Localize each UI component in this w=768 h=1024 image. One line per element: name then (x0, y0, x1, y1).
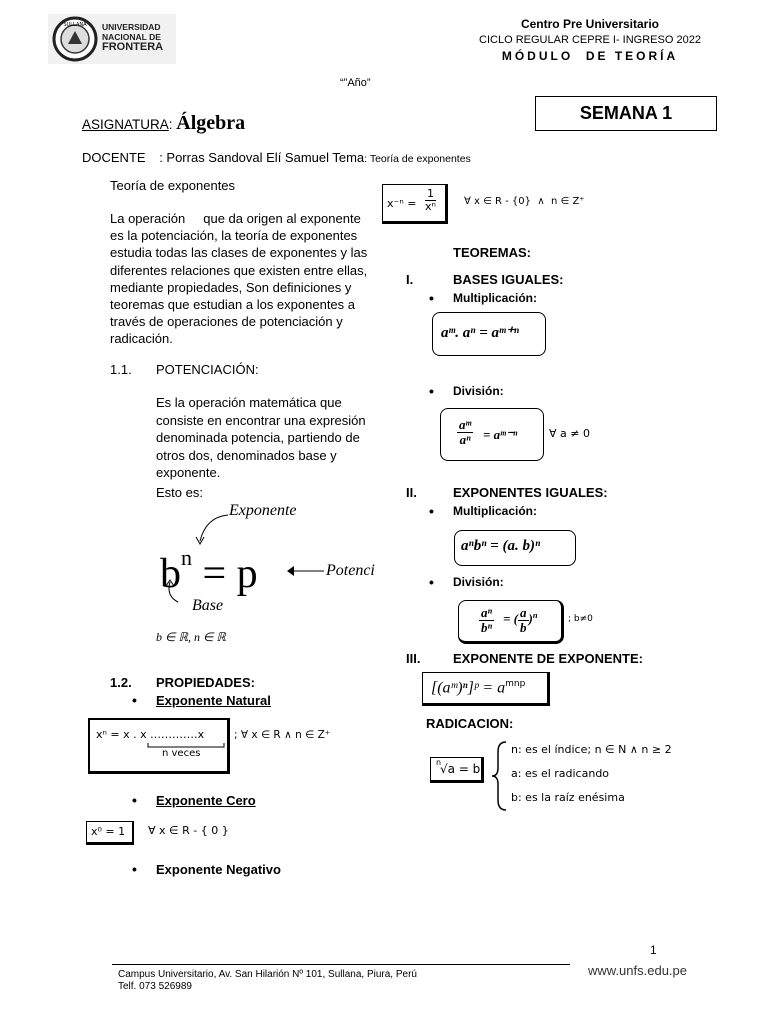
university-seal-icon (52, 16, 98, 62)
logo-line-1: UNIVERSIDAD (102, 22, 161, 32)
logo-line-2: NACIONAL DE (102, 32, 161, 42)
sec1-number: I. (406, 272, 414, 287)
docente-value: : Porras Sandoval Elí Samuel Tema (159, 150, 365, 165)
propiedades-number: 1.2. (110, 675, 132, 690)
exp-natural-formula-box (88, 718, 230, 774)
potenciacion-paragraph: Es la operación matemática que consiste en encontrar una expresión denominada potencia, partiendo de otros dos, denominados base y exponente. (156, 395, 366, 481)
week-box (535, 96, 717, 131)
bases-div-condition: ∀ a ≠ 0 (549, 427, 590, 440)
formula-result: = p (202, 551, 258, 597)
footer-website[interactable]: www.unfs.edu.pe (588, 963, 688, 978)
teoremas-title: TEOREMAS: (453, 245, 531, 260)
base-label: Base (192, 597, 224, 614)
neg-condition: ∀ x ∈ R - {0} ∧ n ∈ Z⁺ (464, 196, 585, 207)
esto-es: Esto es: (156, 485, 203, 500)
neg-formula-fraction (425, 188, 436, 212)
radicacion-title: RADICACION: (426, 716, 514, 731)
potenciacion-title: POTENCIACIÓN: (156, 362, 259, 377)
rad-item-3: b: es la raíz enésima (511, 791, 625, 804)
footer-address: Campus Universitario, Av. San Hilarión Nº 101, Sullana, Piura, Perú (118, 969, 417, 980)
exp-cero-formula: x⁰ = 1 (86, 821, 134, 845)
year-title: “”Año” (340, 77, 371, 89)
potencia-arrow-icon (284, 564, 326, 578)
exp-div-num: aⁿ (481, 605, 493, 620)
veces-label: n veces (162, 748, 201, 759)
page-number: 1 (650, 943, 657, 957)
exp-exp-formula: [(aᵐ)ⁿ]ᵖ = $a^{mnp}$ (431, 679, 526, 697)
radical-formula: √a = b (440, 762, 481, 776)
propiedades-title: PROPIEDADES: (156, 675, 255, 690)
neg-formula-lhs: x⁻ⁿ = (387, 197, 417, 210)
potenciacion-number: 1.1. (110, 362, 132, 377)
center-name: Centro Pre Universitario (520, 17, 660, 31)
radical-box (430, 757, 484, 783)
exp-mult-formula: aⁿbⁿ = (a. b)ⁿ (461, 538, 541, 554)
rad-item-1: n: es el índice; n ∈ N ∧ n ≥ 2 (511, 743, 672, 756)
bases-div-rhs: = aᵐ⁻ⁿ (483, 427, 518, 442)
week-label: SEMANA 1 (579, 103, 673, 123)
university-logo (48, 14, 176, 64)
exp-exp-box (422, 672, 550, 706)
subject-label: ASIGNATURA (82, 117, 169, 132)
sec2-title: EXPONENTES IGUALES: (453, 485, 608, 500)
neg-formula-num: 1 (427, 187, 434, 200)
potencia-label: Potenci (326, 562, 375, 579)
exp-negativo-heading: • Exponente Negativo (156, 862, 281, 877)
exp-div-rhs: = ( $\frac{a}{b}$ )$^n$ (503, 605, 538, 635)
bases-div-den: aⁿ (459, 431, 471, 447)
sec1-mult-heading: • Multiplicación: (453, 291, 537, 305)
curly-brace-icon (490, 740, 508, 812)
formula-base: b (160, 551, 181, 597)
sec2-mult-heading: • Multiplicación: (453, 504, 537, 518)
footer-divider (112, 964, 570, 965)
logo-line-3: FRONTERA (102, 41, 164, 53)
exp-natural-condition: ; ∀ x ∈ R ∧ n ∈ Z⁺ (234, 729, 331, 741)
sec2-number: II. (406, 485, 417, 500)
exp-natural-heading: • Exponente Natural (156, 693, 271, 708)
intro-paragraph: La operación que da origen al exponente es la potenciación, la teoría de exponentes estudia todas las clases de exponentes y las diferentes relaciones que existen entre ellas, mediante propiedades, Son definiciones y teoremas que estudian a los exponentes a través de operaciones de potenciación y radicación. (110, 211, 371, 347)
exp-cero-heading: • Exponente Cero (156, 793, 256, 808)
footer-phone: Telf. 073 526989 (118, 981, 192, 992)
exp-div-condition: ; b≠0 (568, 614, 593, 624)
bases-div-box (440, 408, 544, 461)
bases-div-num: aᵐ (459, 417, 472, 432)
subject-value: Álgebra (176, 112, 246, 134)
sec1-div-heading: • División: (453, 384, 504, 398)
subject-row: ASIGNATURA: Álgebra (82, 112, 246, 134)
exp-cero-condition: ∀ x ∈ R - { 0 } (148, 824, 229, 837)
base-arrow-icon (160, 578, 184, 604)
exp-div-fraction (479, 606, 494, 634)
tema-value: : Teoría de exponentes (364, 153, 471, 165)
neg-formula-den: xⁿ (425, 199, 436, 213)
exp-natural-formula: xⁿ = x . x .…………x (96, 728, 205, 741)
neg-formula-box (382, 184, 448, 224)
bases-mult-box (432, 312, 546, 356)
exp-mult-box (454, 530, 576, 566)
exp-div-rhs-num: a (520, 605, 527, 620)
exp-div-rhs-den: b (520, 619, 527, 635)
docente-row (82, 150, 471, 165)
section-title: Teoría de exponentes (110, 178, 236, 193)
bases-div-fraction (457, 418, 473, 446)
exponente-label: Exponente (229, 502, 297, 519)
rad-item-2: a: es el radicando (511, 767, 610, 780)
seal-text: SULLANA (63, 22, 87, 28)
docente-label: DOCENTE (82, 150, 146, 165)
sec1-title: BASES IGUALES: (453, 272, 564, 287)
bases-mult-formula: aᵐ. aⁿ = aᵐ⁺ⁿ (441, 325, 519, 341)
sec3-title: EXPONENTE DE EXPONENTE: (453, 651, 643, 666)
radical-index: n (436, 758, 442, 767)
exp-exp-sup: mnp (505, 679, 526, 689)
module-text: MÓDULO DE TEORÍA (501, 49, 679, 63)
domain-text: b ∈ ℝ, n ∈ ℝ (156, 630, 226, 644)
sec3-number: III. (406, 651, 421, 666)
exp-div-box (458, 600, 564, 644)
exp-div-den: bⁿ (481, 619, 493, 635)
cycle-text: CICLO REGULAR CEPRE I- INGRESO 2022 (479, 34, 701, 46)
formula-exponent: n (181, 545, 192, 570)
sec2-div-heading: • División: (453, 575, 504, 589)
